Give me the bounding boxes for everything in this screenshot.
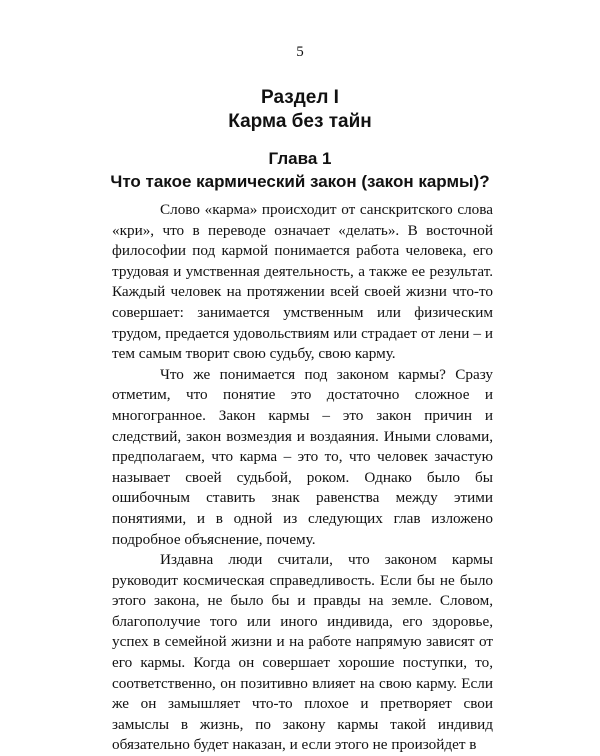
- page-number: 5: [296, 44, 304, 60]
- chapter-title: Что такое кармический закон (закон кармы)?: [110, 172, 490, 191]
- paragraph-3: Издавна люди считали, что законом кармы руководит космическая справедливость. Если бы не было этого закона, не было бы и правды на земле. Словом, благополучие того или иного индивида, его здоровье, успех в семейной жизни и на работе напрямую зависят от его кармы. Когда он совершает хорошие поступки, то, соответственно, он позитивно влияет на свою карму. Если же он замышляет что-то плохое и претворяет свои замыслы в жизнь, по закону кармы такой индивид обязательно будет наказан, и если этого не произойдет в: [112, 551, 493, 754]
- paragraph-2: Что же понимается под законом кармы? Сразу отметим, что понятие это достаточно сложное и многогранное. Закон кармы – это закон причин и следствий, закон возмездия и воздаяния. Иными словами, предполагаем, что карма – это то, что человек зачастую называет своей судьбой, роком. Однако было бы ошибочным ставить знак равенства между этими понятиями, и в одной из следующих глав изложено подробное объяснение, почему.: [112, 365, 493, 548]
- section-heading: [0, 86, 600, 134]
- section-title: Карма без тайн: [228, 111, 372, 132]
- body-text: [112, 200, 493, 756]
- paragraph-1: Слово «карма» происходит от санскритского слова «кри», что в переводе означает «делать». В восточной философии под кармой понимается работа человека, его трудовая и умственная деятельность, а также ее результат. Каждый человек на протяжении всей своей жизни что-то совершает: занимается умственным или физическим трудом, предается удовольствиям или страдает от лени – и тем самым творит свою судьбу, свою карму.: [112, 201, 493, 363]
- chapter-number: Глава 1: [268, 149, 332, 168]
- section-number: Раздел I: [261, 87, 339, 108]
- chapter-heading: [0, 147, 600, 193]
